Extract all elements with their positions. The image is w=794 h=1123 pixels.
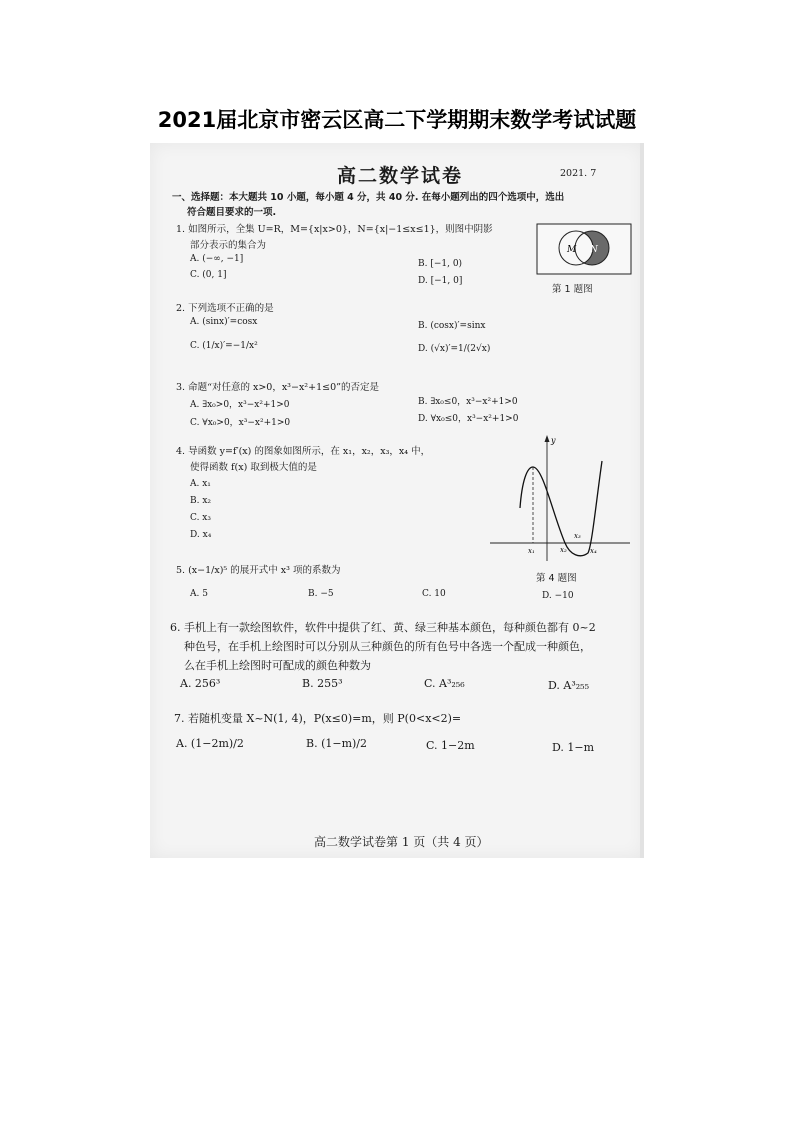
q5-stem: 5. (x−1/x)⁵ 的展开式中 x³ 项的系数为 — [176, 565, 341, 576]
q7-stem: 7. 若随机变量 X~N(1, 4)，P(x≤0)=m，则 P(0<x<2)= — [174, 712, 462, 725]
scanned-page — [150, 143, 644, 858]
q7-option-a: A. (1−2m)/2 — [176, 737, 244, 750]
q4-stem-line2: 使得函数 f(x) 取到极大值的是 — [190, 462, 317, 473]
q5-option-a: A. 5 — [190, 589, 208, 599]
venn-label-n: N — [590, 245, 598, 255]
q1-option-d: D. [−1, 0] — [418, 276, 463, 286]
q1-option-a: A. (−∞, −1] — [190, 254, 244, 264]
q6-stem-line1: 6. 手机上有一款绘图软件，软件中提供了红、黄、绿三种基本颜色，每种颜色都有 0~2 — [170, 621, 596, 634]
q1-stem-line1: 1. 如图所示，全集 U=R，M={x|x>0}，N={x|−1≤x≤1}，则图中阴影 — [176, 224, 493, 235]
venn-label-m: M — [567, 245, 577, 255]
q4-option-d: D. x₄ — [190, 530, 212, 540]
q3-option-b: B. ∃x₀≤0，x³−x²+1>0 — [418, 397, 518, 407]
exam-date: 2021. 7 — [560, 168, 597, 179]
q6-option-a: A. 256³ — [180, 677, 221, 690]
q7-option-c: C. 1−2m — [426, 739, 475, 752]
x3-label: x₃ — [574, 532, 581, 540]
document-title: 2021届北京市密云区高二下学期期末数学考试试题 — [157, 108, 637, 132]
q7-option-d: D. 1−m — [552, 741, 595, 754]
q2-option-d: D. (√x)′=1/(2√x) — [418, 344, 491, 354]
x2-label: x₂ — [560, 546, 567, 554]
section-heading-cont: 符合题目要求的一项. — [187, 207, 277, 218]
q4-figure-caption: 第 4 题图 — [536, 573, 577, 584]
q6-option-b: B. 255³ — [302, 677, 343, 690]
section-heading: 一、选择题：本大题共 10 小题，每小题 4 分，共 40 分. 在每小题列出的四个选项中，选出 — [172, 192, 565, 203]
q6-option-d: D. A³₂₅₅ — [548, 679, 590, 692]
q3-option-c: C. ∀x₀>0，x³−x²+1>0 — [190, 418, 291, 428]
x1-label: x₁ — [528, 547, 535, 555]
venn-diagram-figure — [536, 223, 632, 275]
q5-option-b: B. −5 — [308, 589, 334, 599]
y-axis-label: y — [551, 436, 556, 445]
y-axis-arrow — [545, 435, 550, 442]
q4-stem-line1: 4. 导函数 y=f′(x) 的图象如图所示，在 x₁，x₂，x₃，x₄ 中， — [176, 446, 431, 457]
q7-option-b: B. (1−m)/2 — [306, 737, 368, 750]
q2-option-a: A. (sinx)′=cosx — [190, 317, 258, 327]
q2-option-b: B. (cosx)′=sinx — [418, 321, 486, 331]
q2-option-c: C. (1/x)′=−1/x² — [190, 341, 258, 351]
q4-option-b: B. x₂ — [190, 496, 212, 506]
q3-stem: 3. 命题“对任意的 x>0，x³−x²+1≤0”的否定是 — [176, 382, 379, 393]
derivative-graph-figure — [490, 433, 632, 563]
q3-option-d: D. ∀x₀≤0，x³−x²+1>0 — [418, 414, 519, 424]
q5-option-c: C. 10 — [422, 589, 446, 599]
q4-option-a: A. x₁ — [190, 479, 211, 489]
q2-stem: 2. 下列选项不正确的是 — [176, 303, 274, 314]
paper-title: 高二数学试卷 — [337, 165, 464, 187]
page-footer: 高二数学试卷第 1 页（共 4 页） — [314, 835, 489, 849]
q3-option-a: A. ∃x₀>0，x³−x²+1>0 — [190, 400, 290, 410]
q6-stem-line3: 么在手机上绘图时可配成的颜色种数为 — [184, 659, 371, 672]
derivative-curve — [520, 461, 602, 556]
q1-option-b: B. [−1, 0) — [418, 259, 463, 269]
q5-option-d: D. −10 — [542, 591, 574, 601]
q4-option-c: C. x₃ — [190, 513, 211, 523]
q1-stem-line2: 部分表示的集合为 — [190, 240, 267, 251]
x4-label: x₄ — [590, 547, 597, 555]
q6-stem-line2: 种色号，在手机上绘图时可以分别从三种颜色的所有色号中各选一个配成一种颜色， — [184, 640, 591, 653]
scan-edge — [640, 143, 644, 858]
q6-option-c: C. A³₂₅₆ — [424, 677, 465, 690]
q1-option-c: C. (0, 1] — [190, 270, 227, 280]
q1-figure-caption: 第 1 题图 — [552, 284, 593, 295]
